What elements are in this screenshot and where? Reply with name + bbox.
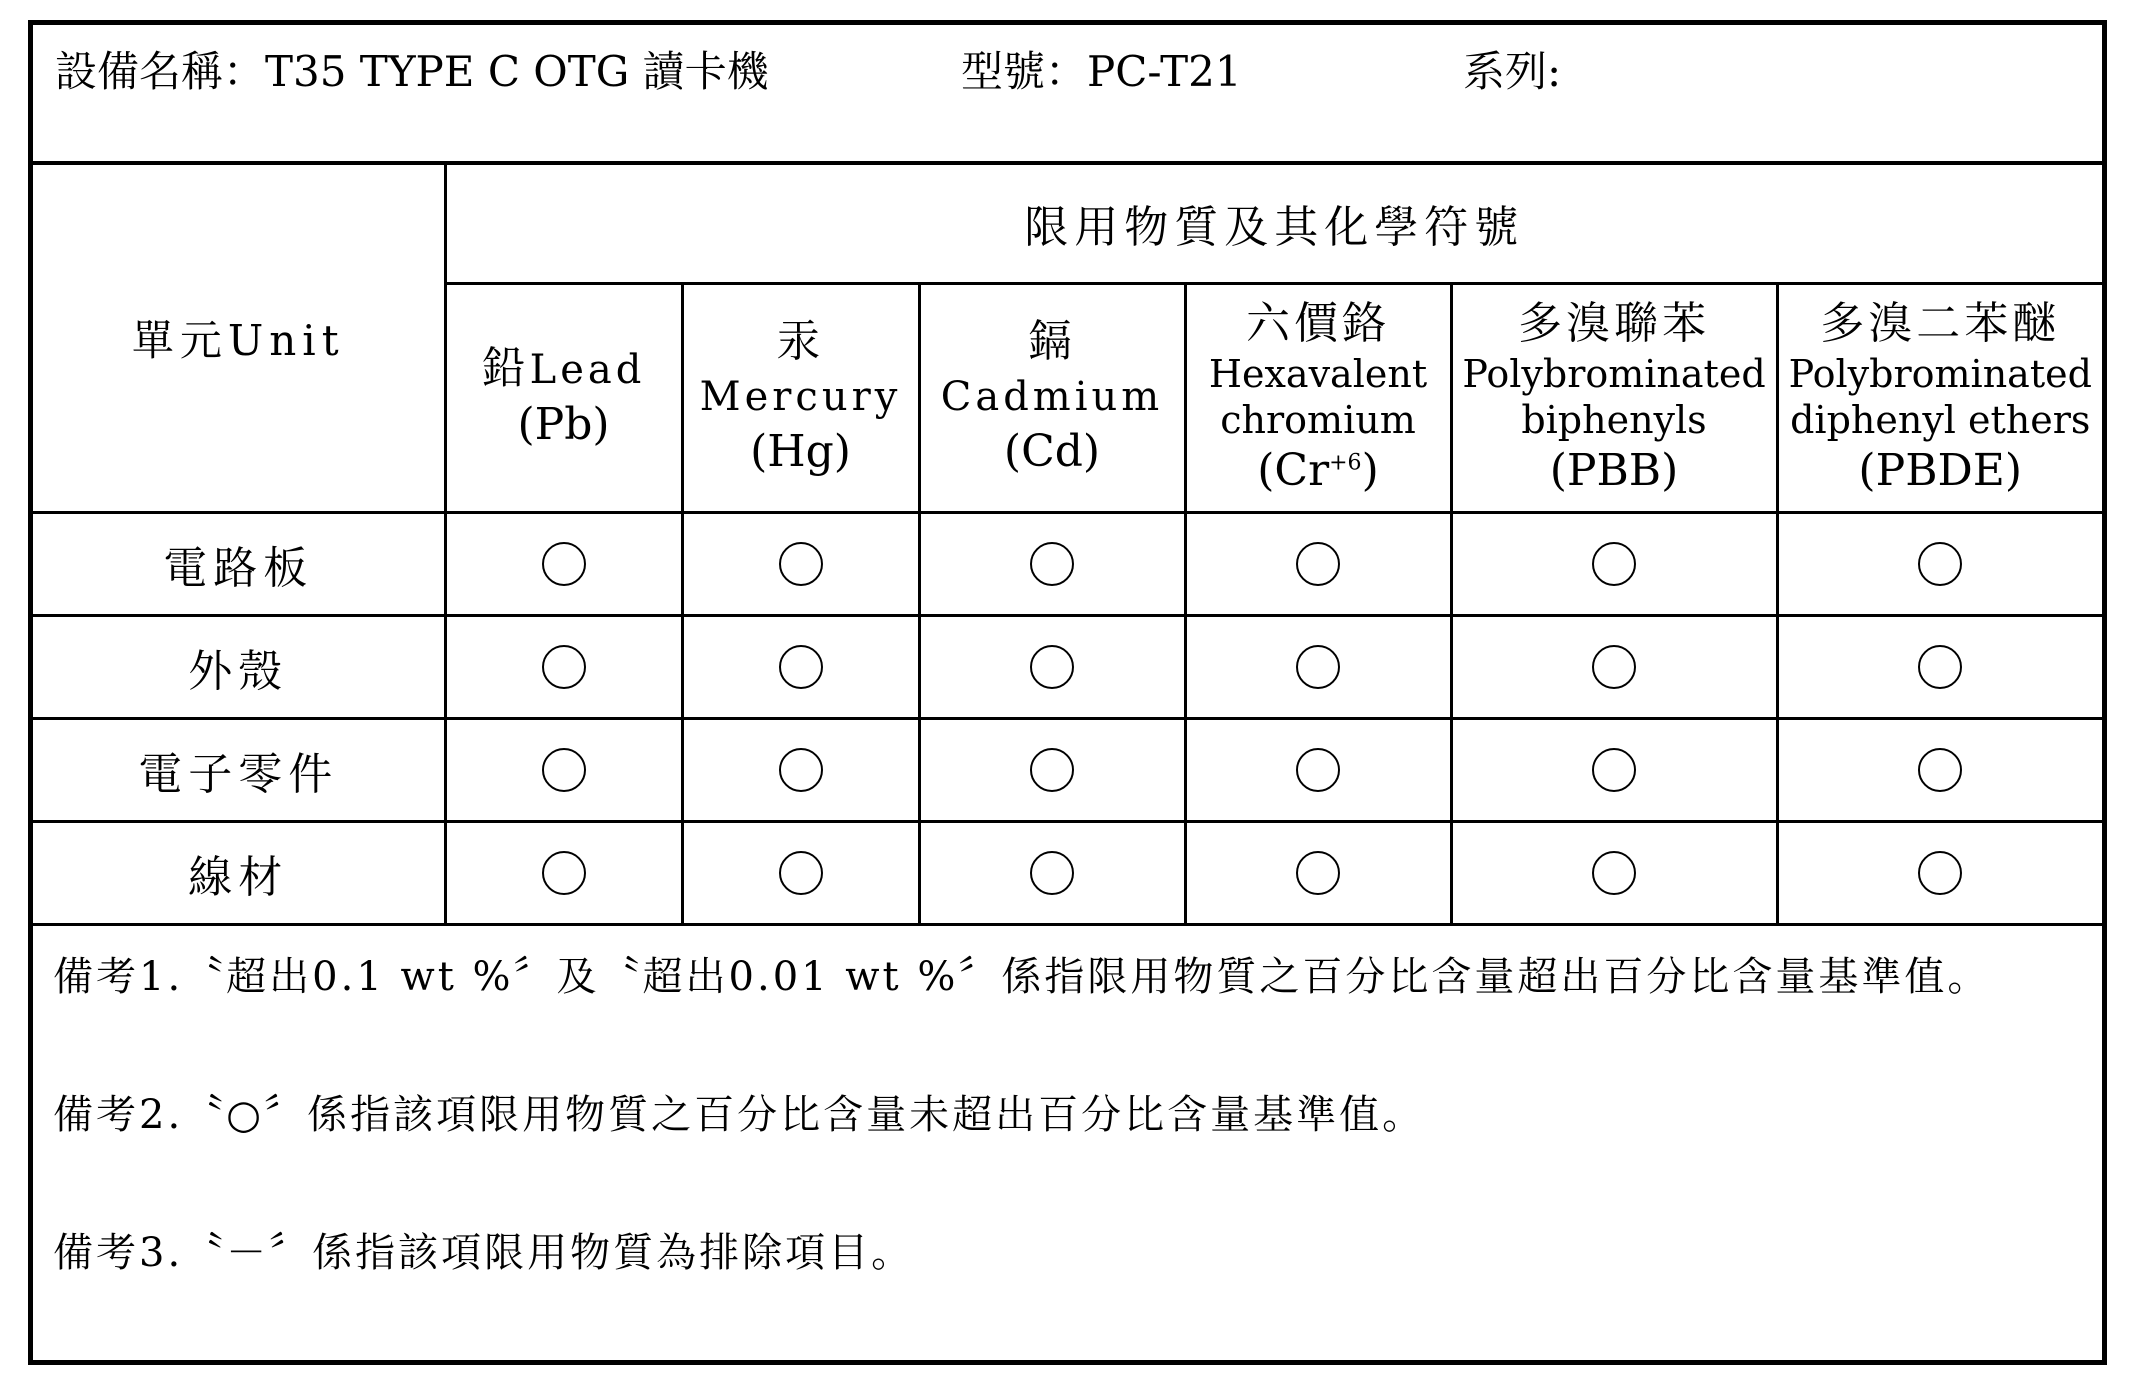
substance-name-cn: 多溴聯苯 [1518, 297, 1710, 349]
table-row [33, 821, 2102, 924]
circle-mark-icon [1918, 645, 1962, 689]
circle-mark-icon [1296, 645, 1340, 689]
circle-mark-icon [1296, 542, 1340, 586]
circle-mark-icon [1592, 851, 1636, 895]
compliance-cell [919, 512, 1185, 615]
compliance-cell [682, 615, 919, 718]
substance-name-cn: 汞 [776, 316, 825, 367]
circle-mark-icon [1030, 645, 1074, 689]
series-label: 系列: [1463, 47, 1562, 96]
table-row [33, 718, 2102, 821]
compliance-cell [919, 821, 1185, 924]
substance-header-1 [682, 283, 919, 512]
substance-name-en: Mercury [699, 374, 902, 420]
compliance-cell [682, 821, 919, 924]
circle-mark-icon [779, 542, 823, 586]
substance-symbol: (Pb) [517, 399, 610, 450]
remark-2: 備考2.〝○〞係指該項限用物質之百分比含量未超出百分比含量基準值。 [53, 1092, 1426, 1138]
compliance-cell [1451, 821, 1777, 924]
compliance-cell [919, 718, 1185, 821]
compliance-cell [682, 512, 919, 615]
substance-name-en: Lead [529, 347, 646, 393]
circle-mark-icon [542, 542, 586, 586]
part-name: 外殼 [33, 615, 445, 718]
substance-name-en: Hexavalent chromium [1208, 351, 1428, 442]
model-number: 型號：PC-T21 [961, 47, 1242, 96]
compliance-cell [1777, 718, 2102, 821]
substance-header-5 [1777, 283, 2102, 512]
substance-header-3 [1185, 283, 1451, 512]
substance-symbol: $(Cr^{+6})$ [1257, 444, 1379, 496]
compliance-cell [445, 718, 682, 821]
circle-mark-icon [779, 645, 823, 689]
circle-mark-icon [1918, 748, 1962, 792]
circle-mark-icon [1030, 851, 1074, 895]
remark-1: 備考1.〝超出0.1 wt %〞及〝超出0.01 wt %〞係指限用物質之百分比含量超出百分比含量基準值。 [53, 954, 1991, 1000]
restricted-substances-table [33, 165, 2102, 926]
circle-mark-icon [779, 748, 823, 792]
compliance-cell [1185, 718, 1451, 821]
remark-3: 備考3.〝－〞係指該項限用物質為排除項目。 [53, 1230, 915, 1276]
substance-name-en: Cadmium [940, 374, 1164, 420]
substance-name-cn: 鉛 [481, 343, 530, 394]
equipment-name: 設備名稱：T35 TYPE C OTG 讀卡機 [55, 47, 769, 96]
circle-mark-icon [1592, 542, 1636, 586]
circle-mark-icon [779, 851, 823, 895]
part-name: 電路板 [33, 512, 445, 615]
circle-mark-icon [1296, 851, 1340, 895]
circle-mark-icon [1030, 748, 1074, 792]
compliance-cell [1185, 821, 1451, 924]
circle-mark-icon [1030, 542, 1074, 586]
compliance-cell [1185, 615, 1451, 718]
compliance-cell [1777, 615, 2102, 718]
substance-header-4 [1451, 283, 1777, 512]
substance-name-en: Polybrominated biphenyls [1462, 351, 1766, 442]
substance-symbol: (PBDE) [1858, 444, 2023, 496]
compliance-cell [1451, 718, 1777, 821]
circle-mark-icon [1918, 542, 1962, 586]
substance-name-cn: 鎘 [1028, 316, 1076, 367]
circle-mark-icon [542, 645, 586, 689]
rohs-declaration-sheet [28, 20, 2107, 1365]
unit-column-header: 單元Unit [33, 165, 445, 512]
circle-mark-icon [1918, 851, 1962, 895]
table-row [33, 615, 2102, 718]
product-info-row [33, 25, 2102, 165]
compliance-cell [445, 821, 682, 924]
circle-mark-icon [542, 851, 586, 895]
compliance-cell [1777, 821, 2102, 924]
substance-symbol: (Cd) [1003, 426, 1101, 477]
substance-symbol: (Hg) [750, 426, 851, 477]
substance-name-cn: 六價鉻 [1246, 297, 1390, 349]
circle-mark-icon [542, 748, 586, 792]
circle-mark-icon [1296, 748, 1340, 792]
substance-symbol: (PBB) [1549, 444, 1679, 496]
table-row [33, 512, 2102, 615]
compliance-cell [919, 615, 1185, 718]
compliance-cell [682, 718, 919, 821]
compliance-cell [445, 512, 682, 615]
substance-name-cn: 多溴二苯醚 [1820, 297, 2061, 349]
part-name: 線材 [33, 821, 445, 924]
circle-mark-icon [1592, 645, 1636, 689]
compliance-cell [445, 615, 682, 718]
part-name: 電子零件 [33, 718, 445, 821]
substance-name-en: Polybrominated diphenyl ethers [1788, 351, 2092, 442]
circle-mark-icon [1592, 748, 1636, 792]
compliance-cell [1451, 512, 1777, 615]
restricted-substances-header: 限用物質及其化學符號 [445, 165, 2102, 283]
compliance-cell [1777, 512, 2102, 615]
substance-header-0 [445, 283, 682, 512]
compliance-cell [1185, 512, 1451, 615]
compliance-cell [1451, 615, 1777, 718]
substance-header-2 [919, 283, 1185, 512]
